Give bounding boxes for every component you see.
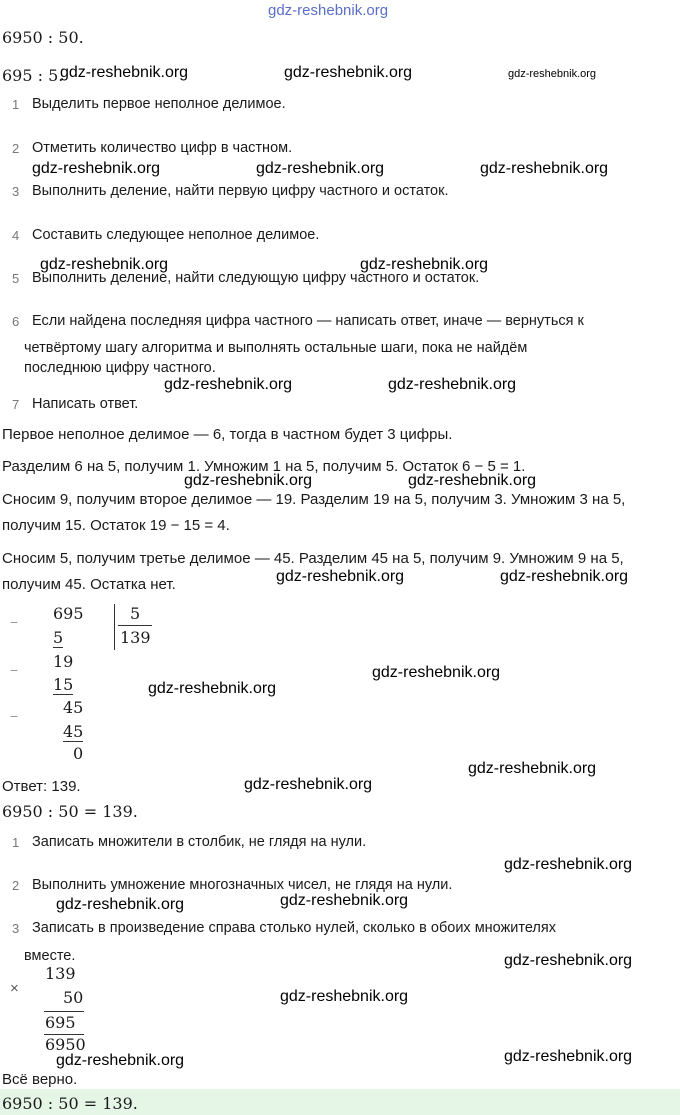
watermark: gdz-reshebnik.org	[164, 376, 293, 393]
header-watermark[interactable]: gdz-reshebnik.org	[268, 2, 389, 19]
step-text: Если найдена последняя цифра частного — написать ответ, иначе — вернуться к	[32, 313, 584, 329]
step-text: Написать ответ.	[32, 396, 139, 412]
explanation-line: Сносим 9, получим второе делимое — 19. Разделим 19 на 5, получим 3. Умножим 3 на 5,	[2, 491, 626, 508]
step-text: Выполнить деление, найти следующую цифру частного и остаток.	[32, 270, 480, 286]
step-number: 1	[12, 97, 20, 112]
divisor: 5	[130, 604, 141, 623]
step-number: 6	[12, 314, 20, 329]
watermark: gdz-reshebnik.org	[276, 568, 405, 585]
explanation-line: получим 15. Остаток 19 − 15 = 4.	[2, 517, 230, 534]
watermark: gdz-reshebnik.org	[280, 988, 409, 1005]
remainder-2: 45	[63, 698, 84, 717]
watermark: gdz-reshebnik.org	[468, 760, 597, 777]
step-text: вместе.	[24, 948, 76, 964]
explanation-line: Разделим 6 на 5, получим 1. Умножим 1 на 5, получим 5. Остаток 6 − 5 = 1.	[2, 458, 526, 475]
step-text: Записать в произведение справа столько нулей, сколько в обоих множителях	[32, 920, 556, 936]
watermark: gdz-reshebnik.org	[32, 160, 161, 177]
watermark: gdz-reshebnik.org	[40, 256, 169, 273]
watermark: gdz-reshebnik.org	[60, 64, 189, 81]
watermark: gdz-reshebnik.org	[184, 472, 313, 489]
division-bar-horizontal	[118, 625, 152, 626]
factor-1: 139	[45, 964, 76, 983]
explanation-line: Первое неполное делимое — 6, тогда в частном будет 3 цифры.	[2, 426, 453, 443]
watermark: gdz-reshebnik.org	[388, 376, 517, 393]
watermark: gdz-reshebnik.org	[244, 776, 373, 793]
watermark: gdz-reshebnik.org	[508, 68, 597, 80]
step-number: 3	[12, 184, 20, 199]
quotient: 139	[120, 628, 151, 647]
watermark: gdz-reshebnik.org	[280, 892, 409, 909]
step-text: Выполнить деление, найти первую цифру частного и остаток.	[32, 183, 449, 199]
final-answer: 6950 : 50 = 139.	[2, 1094, 138, 1113]
minus-sign: −	[10, 614, 19, 630]
watermark: gdz-reshebnik.org	[56, 1052, 185, 1069]
step-text: Выполнить умножение многозначных чисел, не глядя на нули.	[32, 877, 453, 893]
result-line: 6950 : 50 = 139.	[2, 802, 138, 821]
step-number: 1	[12, 835, 20, 850]
watermark: gdz-reshebnik.org	[500, 568, 629, 585]
step-text: четвёртому шагу алгоритма и выполнять остальные шаги, пока не найдём	[24, 340, 528, 356]
step-text: Отметить количество цифр в частном.	[32, 140, 293, 156]
sub-problem: 695 : 5.	[2, 66, 64, 85]
remainder-1: 19	[53, 652, 74, 671]
step-text: Составить следующее неполное делимое.	[32, 227, 320, 243]
step-number: 4	[12, 228, 20, 243]
check-result: Всё верно.	[2, 1071, 78, 1088]
product-rule	[44, 1011, 84, 1012]
step-number: 7	[12, 397, 20, 412]
step-text: последнюю цифру частного.	[24, 360, 216, 376]
watermark: gdz-reshebnik.org	[504, 1048, 633, 1065]
minus-sign: −	[10, 662, 19, 678]
watermark: gdz-reshebnik.org	[408, 472, 537, 489]
step-number: 2	[12, 878, 20, 893]
subtrahend-3: 45	[63, 722, 84, 741]
watermark: gdz-reshebnik.org	[56, 896, 185, 913]
multiply-sign: ×	[10, 980, 19, 997]
watermark: gdz-reshebnik.org	[504, 856, 633, 873]
final-remainder: 0	[73, 744, 84, 763]
explanation-line: получим 45. Остатка нет.	[2, 576, 176, 593]
problem-statement: 6950 : 50.	[2, 28, 84, 47]
step-number: 3	[12, 921, 20, 936]
step-number: 5	[12, 271, 20, 286]
watermark: gdz-reshebnik.org	[256, 160, 385, 177]
step-text: Записать множители в столбик, не глядя на нули.	[32, 834, 367, 850]
watermark: gdz-reshebnik.org	[504, 952, 633, 969]
minus-sign: −	[10, 708, 19, 724]
explanation-line: Сносим 5, получим третье делимое — 45. Разделим 45 на 5, получим 9. Умножим 9 на 5,	[2, 550, 624, 567]
watermark: gdz-reshebnik.org	[480, 160, 609, 177]
subtrahend-1: 5	[53, 628, 64, 647]
watermark: gdz-reshebnik.org	[360, 256, 489, 273]
division-bar-vertical	[114, 604, 115, 650]
step-number: 2	[12, 141, 20, 156]
partial-product: 695	[45, 1013, 76, 1032]
watermark: gdz-reshebnik.org	[372, 664, 501, 681]
watermark: gdz-reshebnik.org	[284, 64, 413, 81]
product: 6950	[45, 1035, 86, 1054]
watermark: gdz-reshebnik.org	[148, 680, 277, 697]
dividend: 695	[53, 604, 84, 623]
answer-label: Ответ: 139.	[2, 778, 81, 795]
step-text: Выделить первое неполное делимое.	[32, 96, 286, 112]
subtrahend-2: 15	[53, 675, 74, 694]
factor-2: 50	[63, 988, 84, 1007]
